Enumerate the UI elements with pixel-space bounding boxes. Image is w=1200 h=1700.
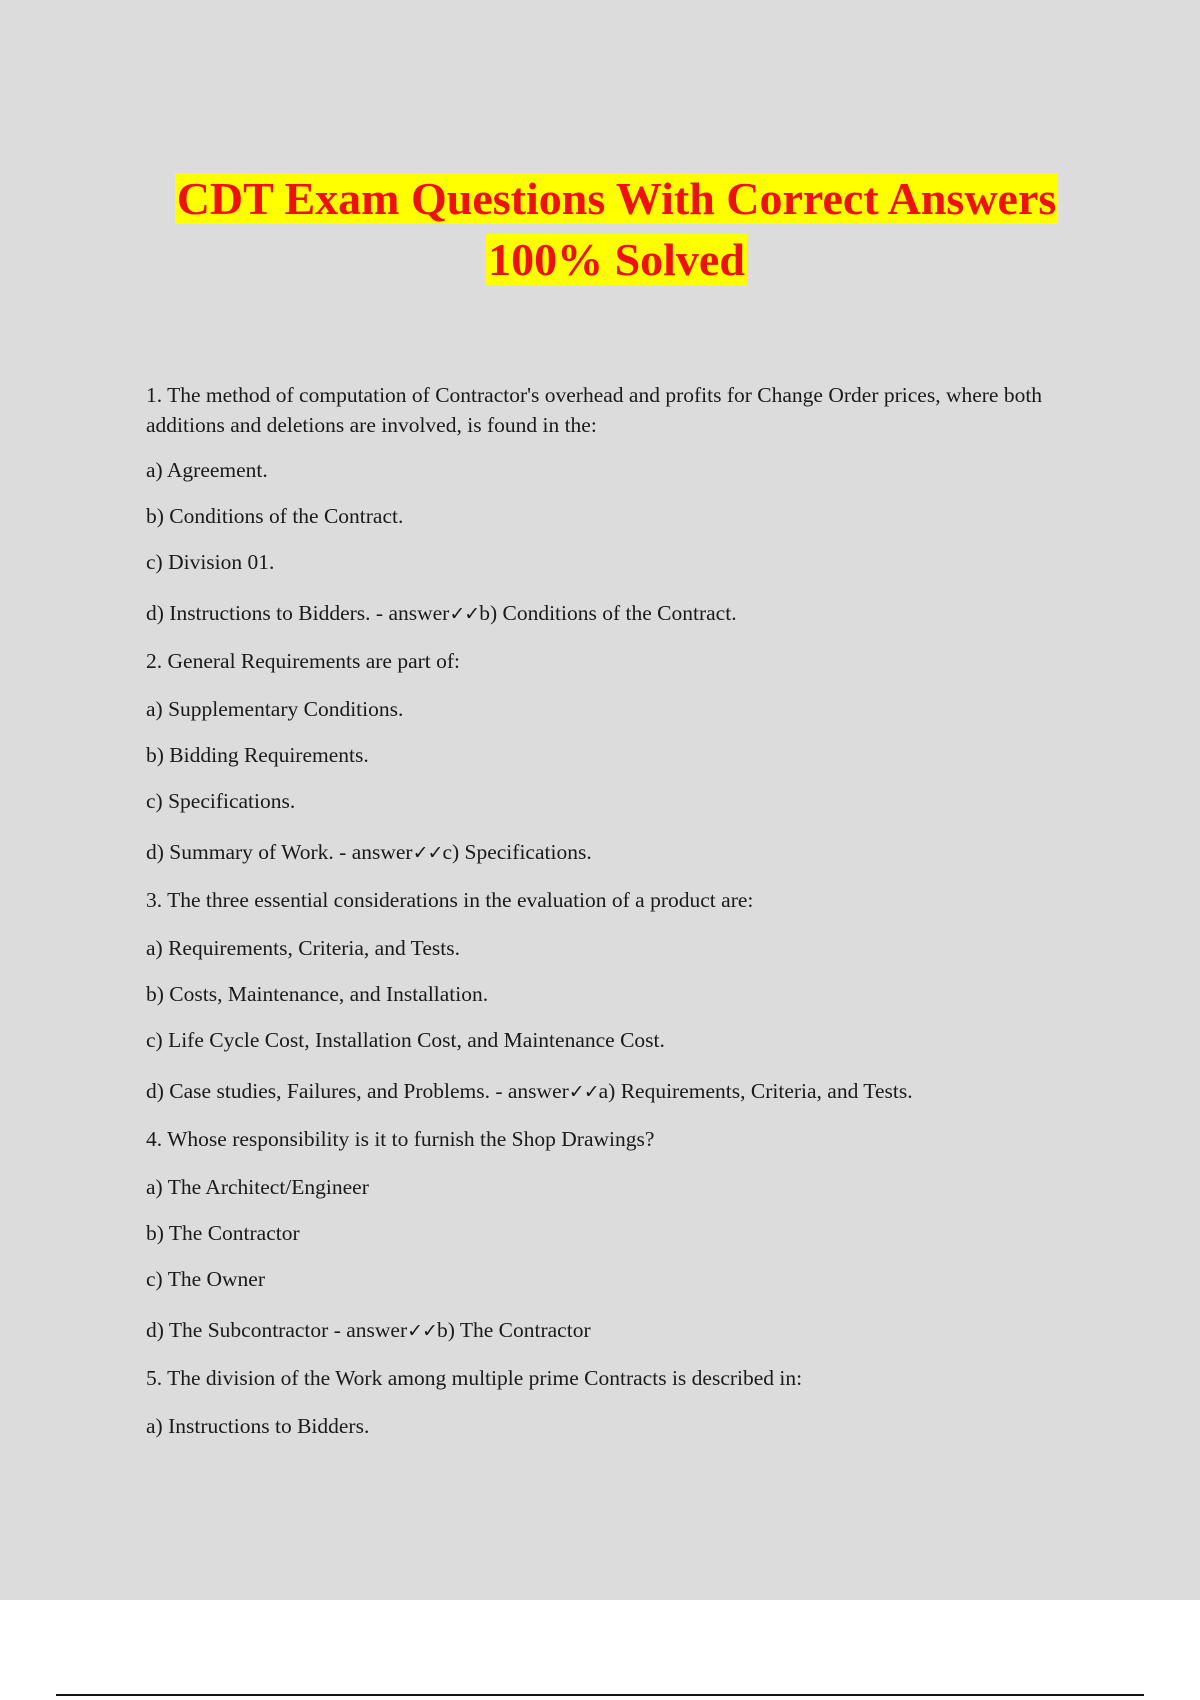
title-line-2: 100% Solved: [488, 234, 745, 285]
option-c: c) Specifications.: [146, 789, 296, 813]
option-d: d) Instructions to Bidders.: [146, 601, 371, 625]
option-a: a) Requirements, Criteria, and Tests.: [146, 936, 460, 960]
answer-label: - answer: [333, 840, 413, 864]
correct-answer: c) Specifications.: [442, 840, 592, 864]
check-marks-icon: ✓✓: [449, 603, 480, 625]
option-d: d) The Subcontractor: [146, 1318, 329, 1342]
footer-divider: [56, 1694, 1144, 1696]
correct-answer: b) The Contractor: [436, 1318, 591, 1342]
check-marks-icon: ✓✓: [568, 1081, 599, 1103]
question-stem: 4. Whose responsibility is it to furnish the Shop Drawings?: [146, 1127, 655, 1151]
question-list: [146, 380, 1066, 1439]
question-stem: 5. The division of the Work among multiple prime Contracts is described in:: [146, 1366, 803, 1390]
option-d-with-answer: [146, 839, 1066, 865]
question-stem: 3. The three essential considerations in the evaluation of a product are:: [146, 888, 754, 912]
option-a: a) The Architect/Engineer: [146, 1175, 369, 1199]
option-a: a) Supplementary Conditions.: [146, 697, 404, 721]
check-marks-icon: ✓✓: [412, 842, 443, 864]
document-title: [0, 168, 1200, 290]
option-d-with-answer: [146, 1317, 1066, 1343]
option-d-with-answer: [146, 1078, 1066, 1104]
check-marks-icon: ✓✓: [407, 1320, 437, 1342]
question-item: [146, 885, 1066, 1124]
question-item: [146, 1363, 1066, 1439]
question-item: [146, 1124, 1066, 1363]
option-a: a) Agreement.: [146, 458, 268, 482]
option-b: b) Bidding Requirements.: [146, 743, 369, 767]
option-d: d) Summary of Work.: [146, 840, 334, 864]
option-d-with-answer: [146, 600, 1066, 626]
option-a: a) Instructions to Bidders.: [146, 1414, 370, 1438]
option-b: b) Conditions of the Contract.: [146, 504, 404, 528]
question-stem: 1. The method of computation of Contractor's overhead and profits for Change Order prices, where both additions and deletions are involved, is found in the:: [146, 383, 1043, 437]
option-c: c) Division 01.: [146, 550, 275, 574]
question-item: [146, 380, 1066, 646]
answer-label: - answer: [370, 601, 450, 625]
question-item: [146, 646, 1066, 885]
answer-label: - answer: [489, 1079, 569, 1103]
answer-label: - answer: [328, 1318, 408, 1342]
title-line-1: CDT Exam Questions With Correct Answers: [176, 173, 1057, 224]
correct-answer: a) Requirements, Criteria, and Tests.: [598, 1079, 913, 1103]
option-c: c) The Owner: [146, 1267, 265, 1291]
option-b: b) Costs, Maintenance, and Installation.: [146, 982, 489, 1006]
option-b: b) The Contractor: [146, 1221, 300, 1245]
option-d: d) Case studies, Failures, and Problems.: [146, 1079, 490, 1103]
question-stem: 2. General Requirements are part of:: [146, 649, 461, 673]
correct-answer: b) Conditions of the Contract.: [479, 601, 737, 625]
option-c: c) Life Cycle Cost, Installation Cost, and Maintenance Cost.: [146, 1028, 665, 1052]
